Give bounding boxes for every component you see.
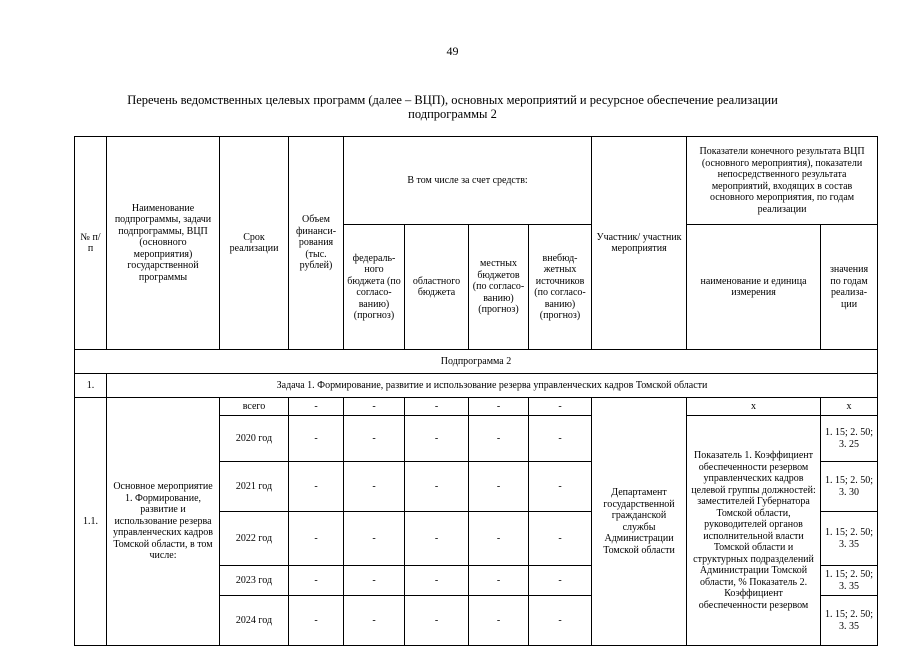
regional-cell: - [405,566,469,596]
extra-cell: - [529,416,592,462]
period-cell: 2023 год [220,566,289,596]
volume-cell: - [289,462,344,512]
indicator-x-cell: x [687,398,821,416]
local-cell: - [469,512,529,566]
header-row-1 [75,137,878,225]
regional-cell: - [405,462,469,512]
header-num: № п/п [75,137,107,350]
extra-cell: - [529,566,592,596]
page-number: 49 [446,44,459,58]
federal-cell: - [344,566,405,596]
extra-cell: - [529,462,592,512]
header-indicator-values: значения по годам реализа-ции [821,225,878,350]
programs-table [74,136,878,646]
federal-cell: - [344,596,405,646]
header-extra: внебюд-жетных источников (по согласо-ванию) (прогноз) [529,225,592,350]
local-cell: - [469,596,529,646]
task-num: 1. [75,374,107,398]
value-cell: 1. 15; 2. 50; 3. 30 [821,462,878,512]
volume-cell: - [289,512,344,566]
federal-cell: - [344,462,405,512]
header-federal: федераль-ного бюджета (по согласо-ванию) (прогноз) [344,225,405,350]
volume-cell: - [289,566,344,596]
extra-cell: - [529,398,592,416]
header-volume: Объем финанси-рования (тыс. рублей) [289,137,344,350]
value-cell: 1. 15; 2. 50; 3. 35 [821,512,878,566]
value-cell: 1. 15; 2. 50; 3. 35 [821,596,878,646]
extra-cell: - [529,596,592,646]
header-local: местных бюджетов (по согласо-ванию) (прогноз) [469,225,529,350]
header-period: Срок реализации [220,137,289,350]
value-cell: x [821,398,878,416]
federal-cell: - [344,416,405,462]
period-cell: всего [220,398,289,416]
task-title: Задача 1. Формирование, развитие и использование резерва управленческих кадров Томской области [107,374,878,398]
federal-cell: - [344,398,405,416]
participant-cell: Департамент государственной гражданской службы Администрации Томской области [592,398,687,646]
header-indicator-name: наименование и единица измерения [687,225,821,350]
document-title: Перечень ведомственных целевых программ (далее – ВЦП), основных мероприятий и ресурсное обеспечение реализации подпрограммы 2 [127,93,778,121]
value-cell: 1. 15; 2. 50; 3. 25 [821,416,878,462]
regional-cell: - [405,416,469,462]
volume-cell: - [289,398,344,416]
header-sources-group: В том числе за счет средств: [344,137,592,225]
header-participant: Участник/ участник мероприятия [592,137,687,350]
federal-cell: - [344,512,405,566]
regional-cell: - [405,398,469,416]
task-row [75,374,878,398]
header-indicators-group: Показатели конечного результата ВЦП (основного мероприятия), показатели непосредственного результата мероприятий, входящих в состав основного мероприятия, по годам реализации [687,137,878,225]
main-num: 1.1. [75,398,107,646]
period-cell: 2020 год [220,416,289,462]
period-cell: 2022 год [220,512,289,566]
volume-cell: - [289,596,344,646]
table-row [75,398,878,416]
subprogram-row [75,350,878,374]
indicator-text-cell: Показатель 1. Коэффициент обеспеченности резервом управленческих кадров целевой группы должностей: заместителей Губернатора Томской области, руководителей органов исполнительной власти Томской области и структурных подразделений Администрации Томской области, % Показатель 2. Коэффициент обеспеченности резервом [687,416,821,646]
subprogram-title: Подпрограмма 2 [75,350,878,374]
main-name: Основное мероприятие 1. Формирование, развитие и использование резерва управленческих кадров Томской области, в том числе: [107,398,220,646]
value-cell: 1. 15; 2. 50; 3. 35 [821,566,878,596]
local-cell: - [469,462,529,512]
volume-cell: - [289,416,344,462]
extra-cell: - [529,512,592,566]
period-cell: 2024 год [220,596,289,646]
header-regional: областного бюджета [405,225,469,350]
regional-cell: - [405,596,469,646]
header-name: Наименование подпрограммы, задачи подпрограммы, ВЦП (основного мероприятия) государственной программы [107,137,220,350]
local-cell: - [469,398,529,416]
period-cell: 2021 год [220,462,289,512]
local-cell: - [469,566,529,596]
regional-cell: - [405,512,469,566]
local-cell: - [469,416,529,462]
